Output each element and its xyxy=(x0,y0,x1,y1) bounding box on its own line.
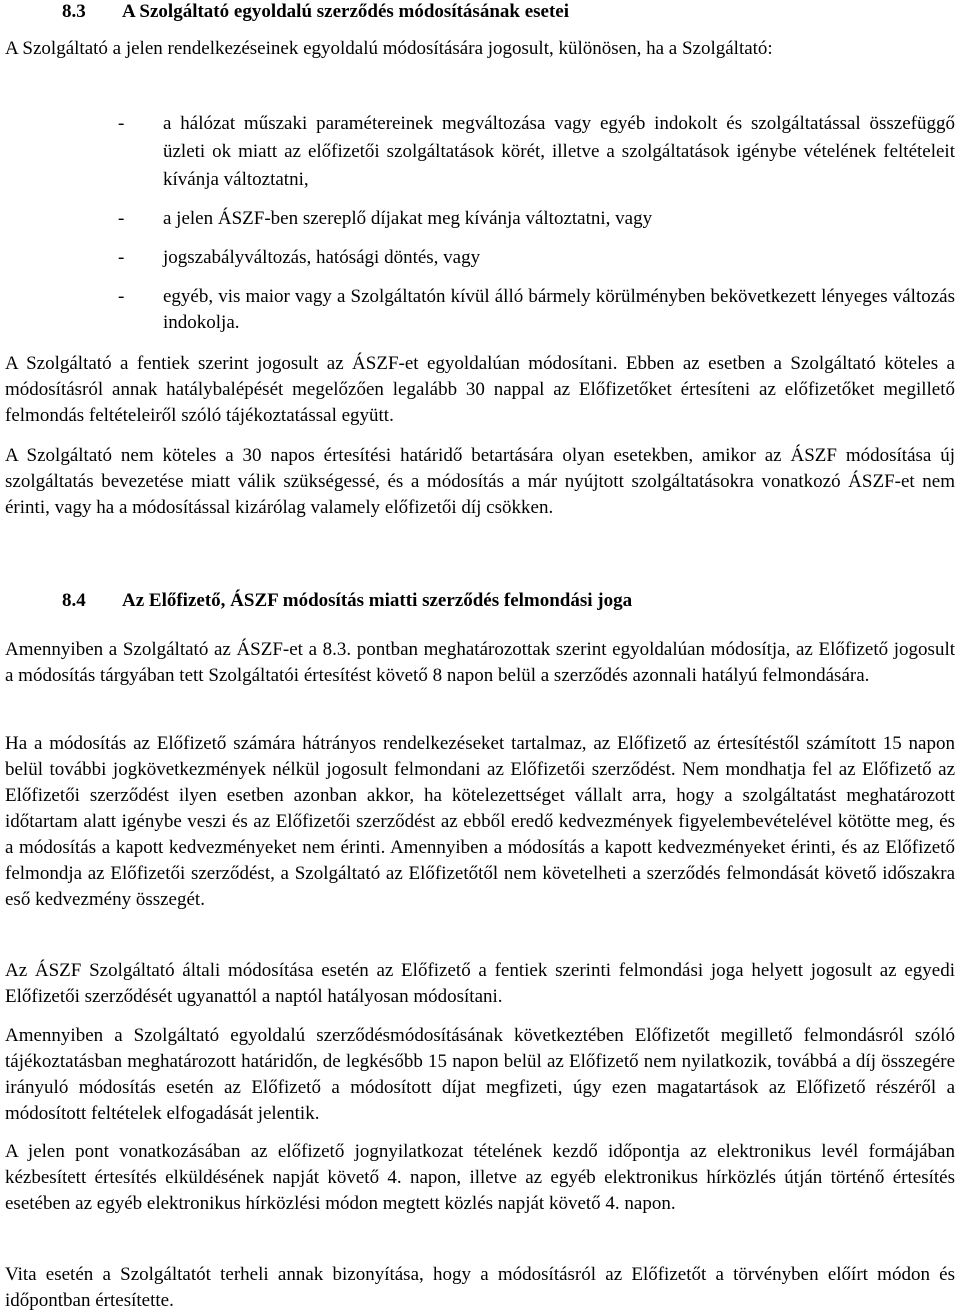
section-8-4-paragraph: Amennyiben a Szolgáltató egyoldalú szerződésmódosításának következtében Előfizetőt megillető felmondásról szóló tájékoztatásban meghatározott határidőn, de legkésőbb 15 napon belül az Előfizető nem nyilatkozik, továbbá a díj összegére irányuló módosítás esetén az Előfizető a módosított díjat megfizeti, úgy ezen magatartások az Előfizető részéről a módosított feltételek elfogadását jelentik. xyxy=(5,1025,955,1124)
section-title: A Szolgáltató egyoldalú szerződés módosításának esetei xyxy=(122,1,570,22)
section-8-4-paragraph: Ha a módosítás az Előfizető számára hátrányos rendelkezéseket tartalmaz, az Előfizető az értesítéstől számított 15 napon belül további jogkövetkezmények nélkül jogosult felmondani az Előfizetői szerződést. Nem mondhatja fel az Előfizető az Előfizetői szerződést ilyen esetben azonban akkor, ha kötelezettséget vállalt arra, hogy a szolgáltatást meghatározott időtartam alatt igénybe veszi és az Előfizetői szerződést az ebből eredő kedvezmények figyelembevételével kötötte meg, és a módosítás a kapott kedvezményeket nem érinti. Amennyiben a módosítás a kapott kedvezményeket érinti, és az Előfizető felmondja az Előfizetői szerződést, a Szolgáltató az Előfizetőtől nem követelheti a szerződés felmondását követő időszakra eső kedvezmény összegét. xyxy=(5,733,955,910)
section-number: 8.4 xyxy=(62,590,86,611)
list-item-text: a hálózat műszaki paramétereinek megváltozása vagy egyéb indokolt és szolgáltatással összefüggő üzleti ok miatt az előfizetői szolgáltatások körét, illetve a szolgáltatások igénybe vételének feltételeit kívánja változtatni, xyxy=(163,113,955,190)
list-item-text: jogszabályváltozás, hatósági döntés, vagy xyxy=(163,247,481,268)
list-dash: - xyxy=(118,208,125,229)
list-item xyxy=(118,110,955,194)
list-item xyxy=(118,244,955,272)
section-8-4-paragraph: A jelen pont vonatkozásában az előfizető jognyilatkozat tételének kezdő időpontja az elektronikus levél formájában kézbesített értesítés elküldésének napját követő 4. napon, illetve az egyéb elektronikus hírközlés útján történő értesítés esetében az egyéb elektronikus hírközlési módon megtett közlés napját követő 4. napon. xyxy=(5,1141,955,1214)
list-dash: - xyxy=(118,247,125,268)
section-8-3-paragraph: A Szolgáltató nem köteles a 30 napos értesítési határidő betartására olyan esetekben, amikor az ÁSZF módosítása új szolgáltatás bevezetése miatt válik szükségessé, és a módosítás a már nyújtott szolgáltatásokra vonatkozó ÁSZF-et nem érinti, vagy ha a módosítással kizárólag valamely előfizetői díj csökken. xyxy=(5,445,955,518)
section-title: Az Előfizető, ÁSZF módosítás miatti szerződés felmondási joga xyxy=(122,590,633,611)
section-8-4-paragraph: Az ÁSZF Szolgáltató általi módosítása esetén az Előfizető a fentiek szerinti felmondási joga helyett jogosult az egyedi Előfizetői szerződését ugyanattól a naptól hatályosan módosítani. xyxy=(5,960,955,1007)
section-8-3-heading xyxy=(62,0,569,24)
list-item xyxy=(118,284,955,336)
section-8-4-paragraph: Amennyiben a Szolgáltató az ÁSZF-et a 8.3. pontban meghatározottak szerint egyoldalúan módosítja, az Előfizető jogosult a módosítás tárgyában tett Szolgáltatói értesítést követő 8 napon belül a szerződés azonnali hatályú felmondására. xyxy=(5,639,955,686)
list-item-text: egyéb, vis maior vagy a Szolgáltatón kívül álló bármely körülményben bekövetkezett lényeges változás indokolja. xyxy=(163,286,955,333)
list-dash: - xyxy=(118,286,125,307)
section-8-3-intro: A Szolgáltató a jelen rendelkezéseinek egyoldalú módosítására jogosult, különösen, ha a Szolgáltató: xyxy=(5,38,773,59)
list-dash: - xyxy=(118,113,125,134)
section-8-3-paragraph: A Szolgáltató a fentiek szerint jogosult az ÁSZF-et egyoldalúan módosítani. Ebben az esetben a Szolgáltató köteles a módosításról annak hatálybalépését megelőzően legalább 30 nappal az Előfizetőket értesíteni az előfizetőket megillető felmondás feltételeiről szóló tájékoztatással együtt. xyxy=(5,353,955,426)
section-8-4-heading xyxy=(62,589,632,613)
list-item-text: a jelen ÁSZF-ben szereplő díjakat meg kívánja változtatni, vagy xyxy=(163,208,653,229)
section-number: 8.3 xyxy=(62,1,86,22)
section-8-4-paragraph: Vita esetén a Szolgáltatót terheli annak bizonyítása, hogy a módosításról az Előfizetőt a törvényben előírt módon és időpontban értesítette. xyxy=(5,1264,955,1311)
list-item xyxy=(118,205,955,233)
